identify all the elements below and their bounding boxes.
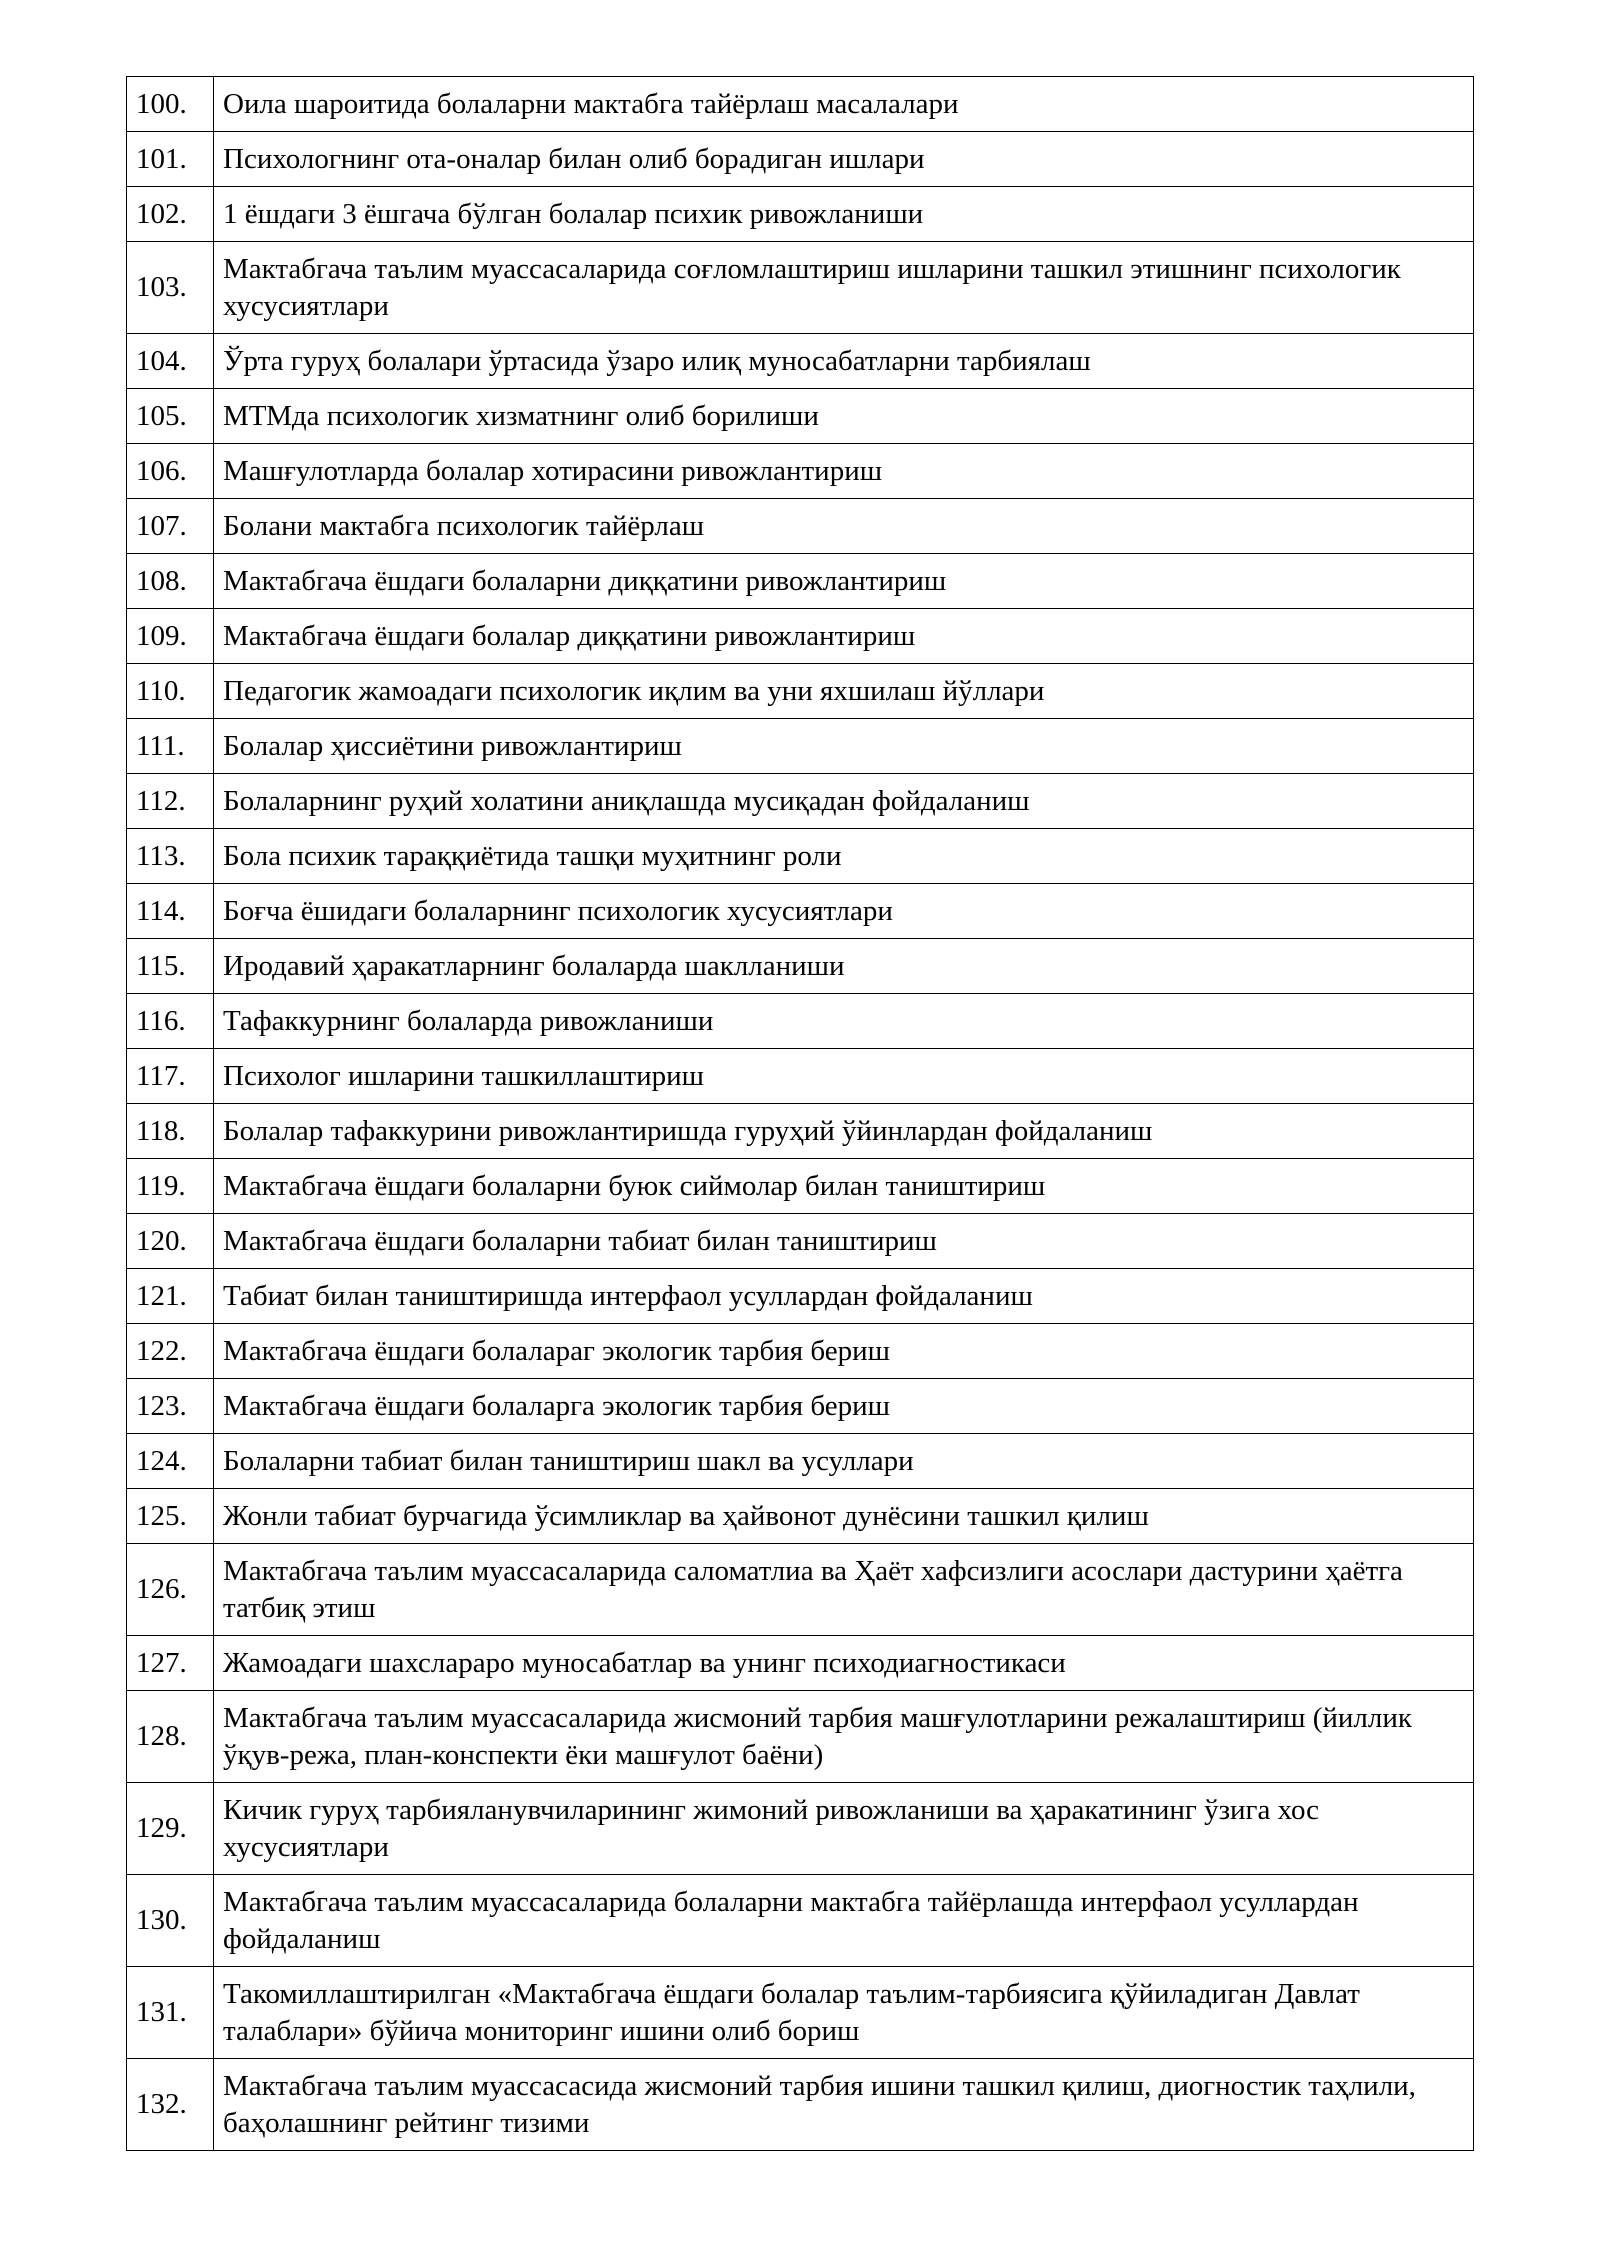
table-row (127, 187, 1474, 242)
row-title: Болаларни табиат билан таништириш шакл ва усуллари (214, 1434, 1474, 1489)
row-title: Мактабгача ёшдаги болаларни табиат билан таништириш (214, 1214, 1474, 1269)
table-row (127, 1159, 1474, 1214)
row-number: 123. (127, 1379, 214, 1434)
table-row (127, 939, 1474, 994)
row-number: 112. (127, 774, 214, 829)
row-number: 101. (127, 132, 214, 187)
row-title: Психолог ишларини ташкиллаштириш (214, 1049, 1474, 1104)
table-row (127, 389, 1474, 444)
table-row (127, 1636, 1474, 1691)
topics-table (126, 76, 1474, 2151)
row-number: 110. (127, 664, 214, 719)
row-number: 114. (127, 884, 214, 939)
table-row (127, 664, 1474, 719)
row-number: 120. (127, 1214, 214, 1269)
table-row (127, 1967, 1474, 2059)
table-row (127, 444, 1474, 499)
table-row (127, 1489, 1474, 1544)
row-number: 130. (127, 1875, 214, 1967)
document-page (126, 76, 1474, 2151)
row-number: 125. (127, 1489, 214, 1544)
row-title: Машғулотларда болалар хотирасини ривожлантириш (214, 444, 1474, 499)
table-row (127, 1269, 1474, 1324)
row-number: 132. (127, 2059, 214, 2151)
table-row (127, 77, 1474, 132)
row-title: Жамоадаги шахслараро муносабатлар ва унинг психодиагностикаси (214, 1636, 1474, 1691)
table-row (127, 499, 1474, 554)
row-number: 119. (127, 1159, 214, 1214)
row-number: 118. (127, 1104, 214, 1159)
table-row (127, 1875, 1474, 1967)
row-number: 127. (127, 1636, 214, 1691)
row-title: Мактабгача таълим муассасасида жисмоний тарбия ишини ташкил қилиш, диогностик таҳлили, баҳолашнинг рейтинг тизими (214, 2059, 1474, 2151)
row-number: 104. (127, 334, 214, 389)
table-row (127, 1544, 1474, 1636)
table-row (127, 994, 1474, 1049)
row-title: Кичик гуруҳ тарбияланувчиларининг жимоний ривожланиши ва ҳаракатининг ўзига хос хусусиятлари (214, 1783, 1474, 1875)
row-title: Тафаккурнинг болаларда ривожланиши (214, 994, 1474, 1049)
row-number: 117. (127, 1049, 214, 1104)
table-row (127, 1104, 1474, 1159)
row-number: 128. (127, 1691, 214, 1783)
row-number: 100. (127, 77, 214, 132)
row-title: Оила шароитида болаларни мактабга тайёрлаш масалалари (214, 77, 1474, 132)
row-number: 122. (127, 1324, 214, 1379)
table-row (127, 1434, 1474, 1489)
table-row (127, 884, 1474, 939)
row-title: Болаларнинг руҳий холатини аниқлашда мусиқадан фойдаланиш (214, 774, 1474, 829)
row-title: Мактабгача таълим муассасаларида жисмоний тарбия машғулотларини режалаштириш (йиллик ўқув-режа, план-конспекти ёки машғулот баёни) (214, 1691, 1474, 1783)
row-title: МТМда психологик хизматнинг олиб борилиши (214, 389, 1474, 444)
row-number: 105. (127, 389, 214, 444)
row-number: 115. (127, 939, 214, 994)
table-row (127, 554, 1474, 609)
row-number: 111. (127, 719, 214, 774)
row-title: Жонли табиат бурчагида ўсимликлар ва ҳайвонот дунёсини ташкил қилиш (214, 1489, 1474, 1544)
row-title: Педагогик жамоадаги психологик иқлим ва уни яхшилаш йўллари (214, 664, 1474, 719)
table-row (127, 1691, 1474, 1783)
table-row (127, 774, 1474, 829)
row-title: 1 ёшдаги 3 ёшгача бўлган болалар психик ривожланиши (214, 187, 1474, 242)
table-row (127, 334, 1474, 389)
row-title: Бола психик тараққиётида ташқи муҳитнинг роли (214, 829, 1474, 884)
row-title: Мактабгача ёшдаги болалар диққатини ривожлантириш (214, 609, 1474, 664)
row-number: 129. (127, 1783, 214, 1875)
table-row (127, 1379, 1474, 1434)
row-title: Ўрта гуруҳ болалари ўртасида ўзаро илиқ муносабатларни тарбиялаш (214, 334, 1474, 389)
row-number: 107. (127, 499, 214, 554)
row-number: 103. (127, 242, 214, 334)
row-title: Иродавий ҳаракатларнинг болаларда шаклланиши (214, 939, 1474, 994)
row-title: Мактабгача таълим муассасаларида болаларни мактабга тайёрлашда интерфаол усуллардан фойдаланиш (214, 1875, 1474, 1967)
row-title: Психологнинг ота-оналар билан олиб борадиган ишлари (214, 132, 1474, 187)
table-row (127, 1324, 1474, 1379)
row-number: 109. (127, 609, 214, 664)
table-row (127, 2059, 1474, 2151)
row-title: Мактабгача ёшдаги болаларга экологик тарбия бериш (214, 1379, 1474, 1434)
row-number: 121. (127, 1269, 214, 1324)
table-row (127, 242, 1474, 334)
row-title: Мактабгача ёшдаги болаларни буюк сиймолар билан таништириш (214, 1159, 1474, 1214)
row-number: 131. (127, 1967, 214, 2059)
row-number: 108. (127, 554, 214, 609)
row-number: 102. (127, 187, 214, 242)
row-number: 106. (127, 444, 214, 499)
table-row (127, 609, 1474, 664)
row-title: Болалар тафаккурини ривожлантиришда гуруҳий ўйинлардан фойдаланиш (214, 1104, 1474, 1159)
row-title: Мактабгача ёшдаги болалараг экологик тарбия бериш (214, 1324, 1474, 1379)
row-title: Мактабгача таълим муассасаларида соғломлаштириш ишларини ташкил этишнинг психологик хусусиятлари (214, 242, 1474, 334)
row-title: Болани мактабга психологик тайёрлаш (214, 499, 1474, 554)
row-title: Такомиллаштирилган «Мактабгача ёшдаги болалар таълим-тарбиясига қўйиладиган Давлат талаблари» бўйича мониторинг ишини олиб бориш (214, 1967, 1474, 2059)
row-title: Мактабгача ёшдаги болаларни диққатини ривожлантириш (214, 554, 1474, 609)
row-number: 124. (127, 1434, 214, 1489)
table-row (127, 1783, 1474, 1875)
table-row (127, 1049, 1474, 1104)
row-number: 126. (127, 1544, 214, 1636)
table-row (127, 1214, 1474, 1269)
topics-table-body (127, 77, 1474, 2151)
row-number: 113. (127, 829, 214, 884)
table-row (127, 719, 1474, 774)
row-title: Табиат билан таништиришда интерфаол усуллардан фойдаланиш (214, 1269, 1474, 1324)
table-row (127, 132, 1474, 187)
row-number: 116. (127, 994, 214, 1049)
row-title: Мактабгача таълим муассасаларида саломатлиа ва Ҳаёт хафсизлиги асослари дастурини ҳаётга татбиқ этиш (214, 1544, 1474, 1636)
row-title: Болалар ҳиссиётини ривожлантириш (214, 719, 1474, 774)
row-title: Боғча ёшидаги болаларнинг психологик хусусиятлари (214, 884, 1474, 939)
table-row (127, 829, 1474, 884)
